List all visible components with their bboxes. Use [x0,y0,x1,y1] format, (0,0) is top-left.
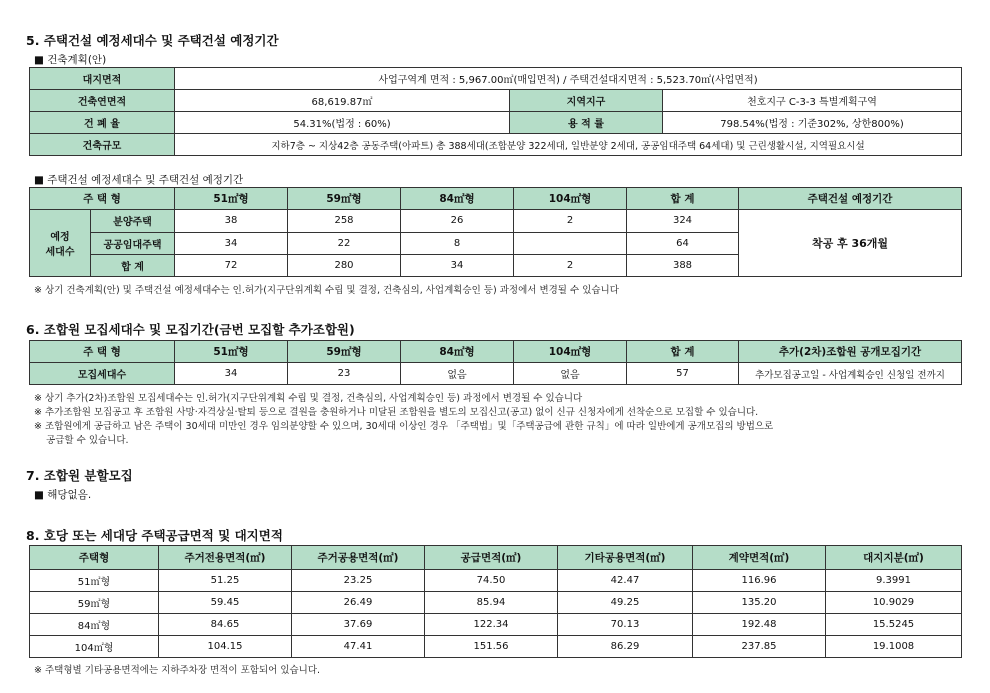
section-5-note: ※ 상기 건축계획(안) 및 주택건설 예정세대수는 인.허가(지구단위계획 수립 및 결정, 건축심의, 사업계획승인 등) 과정에서 변경될 수 있습니다 [34,285,619,296]
table-row [30,614,962,636]
group-label-line1: 예정 [50,232,70,244]
cell: 22 [288,232,401,254]
zone-label: 지역지구 [510,90,663,112]
cell: 51.25 [159,570,292,592]
units-type-51: 51㎡형 [175,188,288,210]
floor-area-value: 68,619.87㎡ [175,90,510,112]
cell-total: 388 [627,254,739,276]
cell-total: 57 [627,363,739,385]
cell: 없음 [401,363,514,385]
area-header: 대지지분(㎡) [826,546,962,570]
cell: 2 [514,210,627,232]
table-row [30,636,962,658]
recruit-type-header: 주 택 형 [30,341,175,363]
table-row [30,592,962,614]
cell: 85.94 [425,592,558,614]
cell: 26.49 [292,592,425,614]
recruit-type-59: 59㎡형 [288,341,401,363]
cell: 42.47 [558,570,693,592]
cell: 9.3991 [826,570,962,592]
bcr-value: 54.31%(법정 : 60%) [175,112,510,134]
cell: 70.13 [558,614,693,636]
cell: 72 [175,254,288,276]
plan-heading: ■ 건축계획(안) [34,54,107,66]
cell: 47.41 [292,636,425,658]
section-8-title: 8. 호당 또는 세대당 주택공급면적 및 대지면적 [26,528,283,543]
section-7-body: ■ 해당없음. [34,489,92,501]
table-row [30,570,962,592]
cell: 없음 [514,363,627,385]
section-7-title: 7. 조합원 분할모집 [26,468,133,483]
cell: 34 [401,254,514,276]
site-area-value: 사업구역계 면적 : 5,967.00㎡(매입면적) / 주택건설대지면적 : 5,523.70㎡(사업면적) [175,68,962,90]
area-header: 기타공용면적(㎡) [558,546,693,570]
row-label-sum: 합 계 [91,254,175,276]
cell [514,232,627,254]
cell: 84㎡형 [30,614,159,636]
area-header: 공급면적(㎡) [425,546,558,570]
cell: 15.5245 [826,614,962,636]
cell: 19.1008 [826,636,962,658]
cell: 23 [288,363,401,385]
recruit-total-header: 합 계 [627,341,739,363]
section-6-note-2: ※ 추가조합원 모집공고 후 조합원 사망·자격상실·탈퇴 등으로 결원을 충원하거나 미달된 조합원을 별도의 모집신고(공고) 없이 신규 신청자에게 선착순으로 모집할 수 있습니다. [34,407,759,418]
area-header: 주택형 [30,546,159,570]
cell: 34 [175,363,288,385]
cell: 2 [514,254,627,276]
units-type-59: 59㎡형 [288,188,401,210]
area-header: 주거전용면적(㎡) [159,546,292,570]
cell: 135.20 [693,592,826,614]
cell: 116.96 [693,570,826,592]
area-header: 계약면적(㎡) [693,546,826,570]
units-period-header: 주택건설 예정기간 [739,188,962,210]
section-6-title: 6. 조합원 모집세대수 및 모집기간(금번 모집할 추가조합원) [26,322,355,337]
cell: 23.25 [292,570,425,592]
cell: 104.15 [159,636,292,658]
units-total-header: 합 계 [627,188,739,210]
recruit-type-104: 104㎡형 [514,341,627,363]
area-header: 주거공용면적(㎡) [292,546,425,570]
section-6-note-3: ※ 조합원에게 공급하고 남은 주택이 30세대 미만인 경우 임의분양할 수 있으며, 30세대 이상인 경우 「주택법」및「주택공급에 관한 규칙」에 따라 일반에게 공개모집의 방법으로 [34,421,774,432]
cell: 10.9029 [826,592,962,614]
scale-value: 지하7층 ~ 지상42층 공동주택(아파트) 총 388세대(조합분양 322세대, 일반분양 2세대, 공공임대주택 64세대) 및 근린생활시설, 지역필요시설 [175,134,962,156]
scale-label: 건축규모 [30,134,175,156]
cell: 37.69 [292,614,425,636]
cell: 8 [401,232,514,254]
far-value: 798.54%(법정 : 기준302%, 상한800%) [663,112,962,134]
section-8-note: ※ 주택형별 기타공용면적에는 지하주차장 면적이 포함되어 있습니다. [34,665,321,676]
row-label-sale: 분양주택 [91,210,175,232]
planned-units-group-label [30,210,91,277]
cell-total: 64 [627,232,739,254]
cell: 34 [175,232,288,254]
cell: 104㎡형 [30,636,159,658]
recruit-type-51: 51㎡형 [175,341,288,363]
cell-total: 324 [627,210,739,232]
cell: 49.25 [558,592,693,614]
units-type-84: 84㎡형 [401,188,514,210]
cell: 84.65 [159,614,292,636]
units-heading: ■ 주택건설 예정세대수 및 주택건설 예정기간 [34,174,244,186]
recruit-period-value: 추가모집공고일 - 사업계획승인 신청일 전까지 [739,363,962,385]
section-6-note-1: ※ 상기 추가(2차)조합원 모집세대수는 인.허가(지구단위계획 수립 및 결정, 건축심의, 사업계획승인 등) 과정에서 변경될 수 있습니다 [34,393,583,404]
cell: 151.56 [425,636,558,658]
zone-value: 천호지구 C-3-3 특별계획구역 [663,90,962,112]
cell: 122.34 [425,614,558,636]
bcr-label: 건 폐 율 [30,112,175,134]
recruit-period-header: 추가(2차)조합원 공개모집기간 [739,341,962,363]
planned-units-table [29,187,962,277]
units-type-header: 주 택 형 [30,188,175,210]
cell: 51㎡형 [30,570,159,592]
floor-area-label: 건축연면적 [30,90,175,112]
section-6-note-4: 공급할 수 있습니다. [34,435,129,446]
cell: 26 [401,210,514,232]
row-label-rental: 공공임대주택 [91,232,175,254]
site-area-label: 대지면적 [30,68,175,90]
recruit-table [29,340,962,385]
group-label-line2: 세대수 [45,247,75,259]
cell: 59.45 [159,592,292,614]
cell: 280 [288,254,401,276]
building-plan-table [29,67,962,156]
cell: 38 [175,210,288,232]
construction-period-value: 착공 후 36개월 [739,210,962,277]
cell: 59㎡형 [30,592,159,614]
far-label: 용 적 률 [510,112,663,134]
area-table [29,545,962,658]
cell: 74.50 [425,570,558,592]
cell: 237.85 [693,636,826,658]
section-5-title: 5. 주택건설 예정세대수 및 주택건설 예정기간 [26,33,279,48]
recruit-row-label: 모집세대수 [30,363,175,385]
cell: 192.48 [693,614,826,636]
recruit-type-84: 84㎡형 [401,341,514,363]
cell: 258 [288,210,401,232]
cell: 86.29 [558,636,693,658]
units-type-104: 104㎡형 [514,188,627,210]
